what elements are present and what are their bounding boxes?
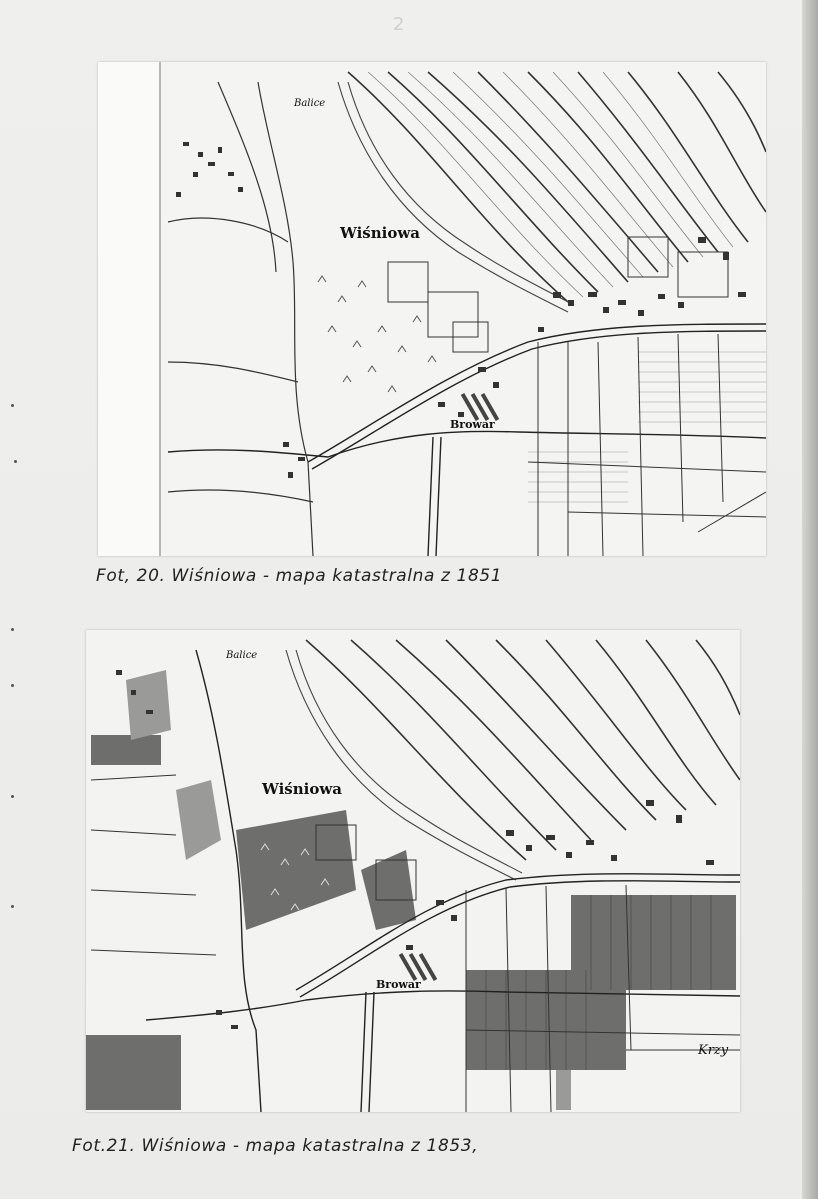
map-label-wisniowa: Wiśniowa	[340, 224, 420, 242]
map-label-wisniowa: Wiśniowa	[262, 780, 342, 798]
map-label-krzy: Krzy	[698, 1043, 729, 1058]
photo-caption-2: Fot.21. Wiśniowa - mapa katastralna z 1853,	[72, 1136, 479, 1156]
cadastral-map-photo-1853	[86, 630, 740, 1112]
map-label-balice: Balice	[294, 98, 326, 109]
map-1853-drawing	[86, 630, 740, 1112]
map-label-browar: Browar	[376, 978, 421, 991]
binding-hole	[11, 684, 14, 687]
page-number: 2	[393, 14, 405, 35]
binding-hole	[11, 404, 14, 407]
binding-hole	[11, 905, 14, 908]
cadastral-map-photo-1851	[98, 62, 766, 556]
page-edge	[802, 0, 818, 1199]
binding-hole	[14, 460, 17, 463]
photo-caption-1: Fot, 20. Wiśniowa - mapa katastralna z 1851	[96, 566, 503, 586]
map-1851-drawing	[98, 62, 766, 556]
binding-hole	[11, 795, 14, 798]
binding-hole	[11, 628, 14, 631]
map-label-browar: Browar	[450, 418, 495, 431]
map-label-balice: Balice	[226, 650, 258, 661]
